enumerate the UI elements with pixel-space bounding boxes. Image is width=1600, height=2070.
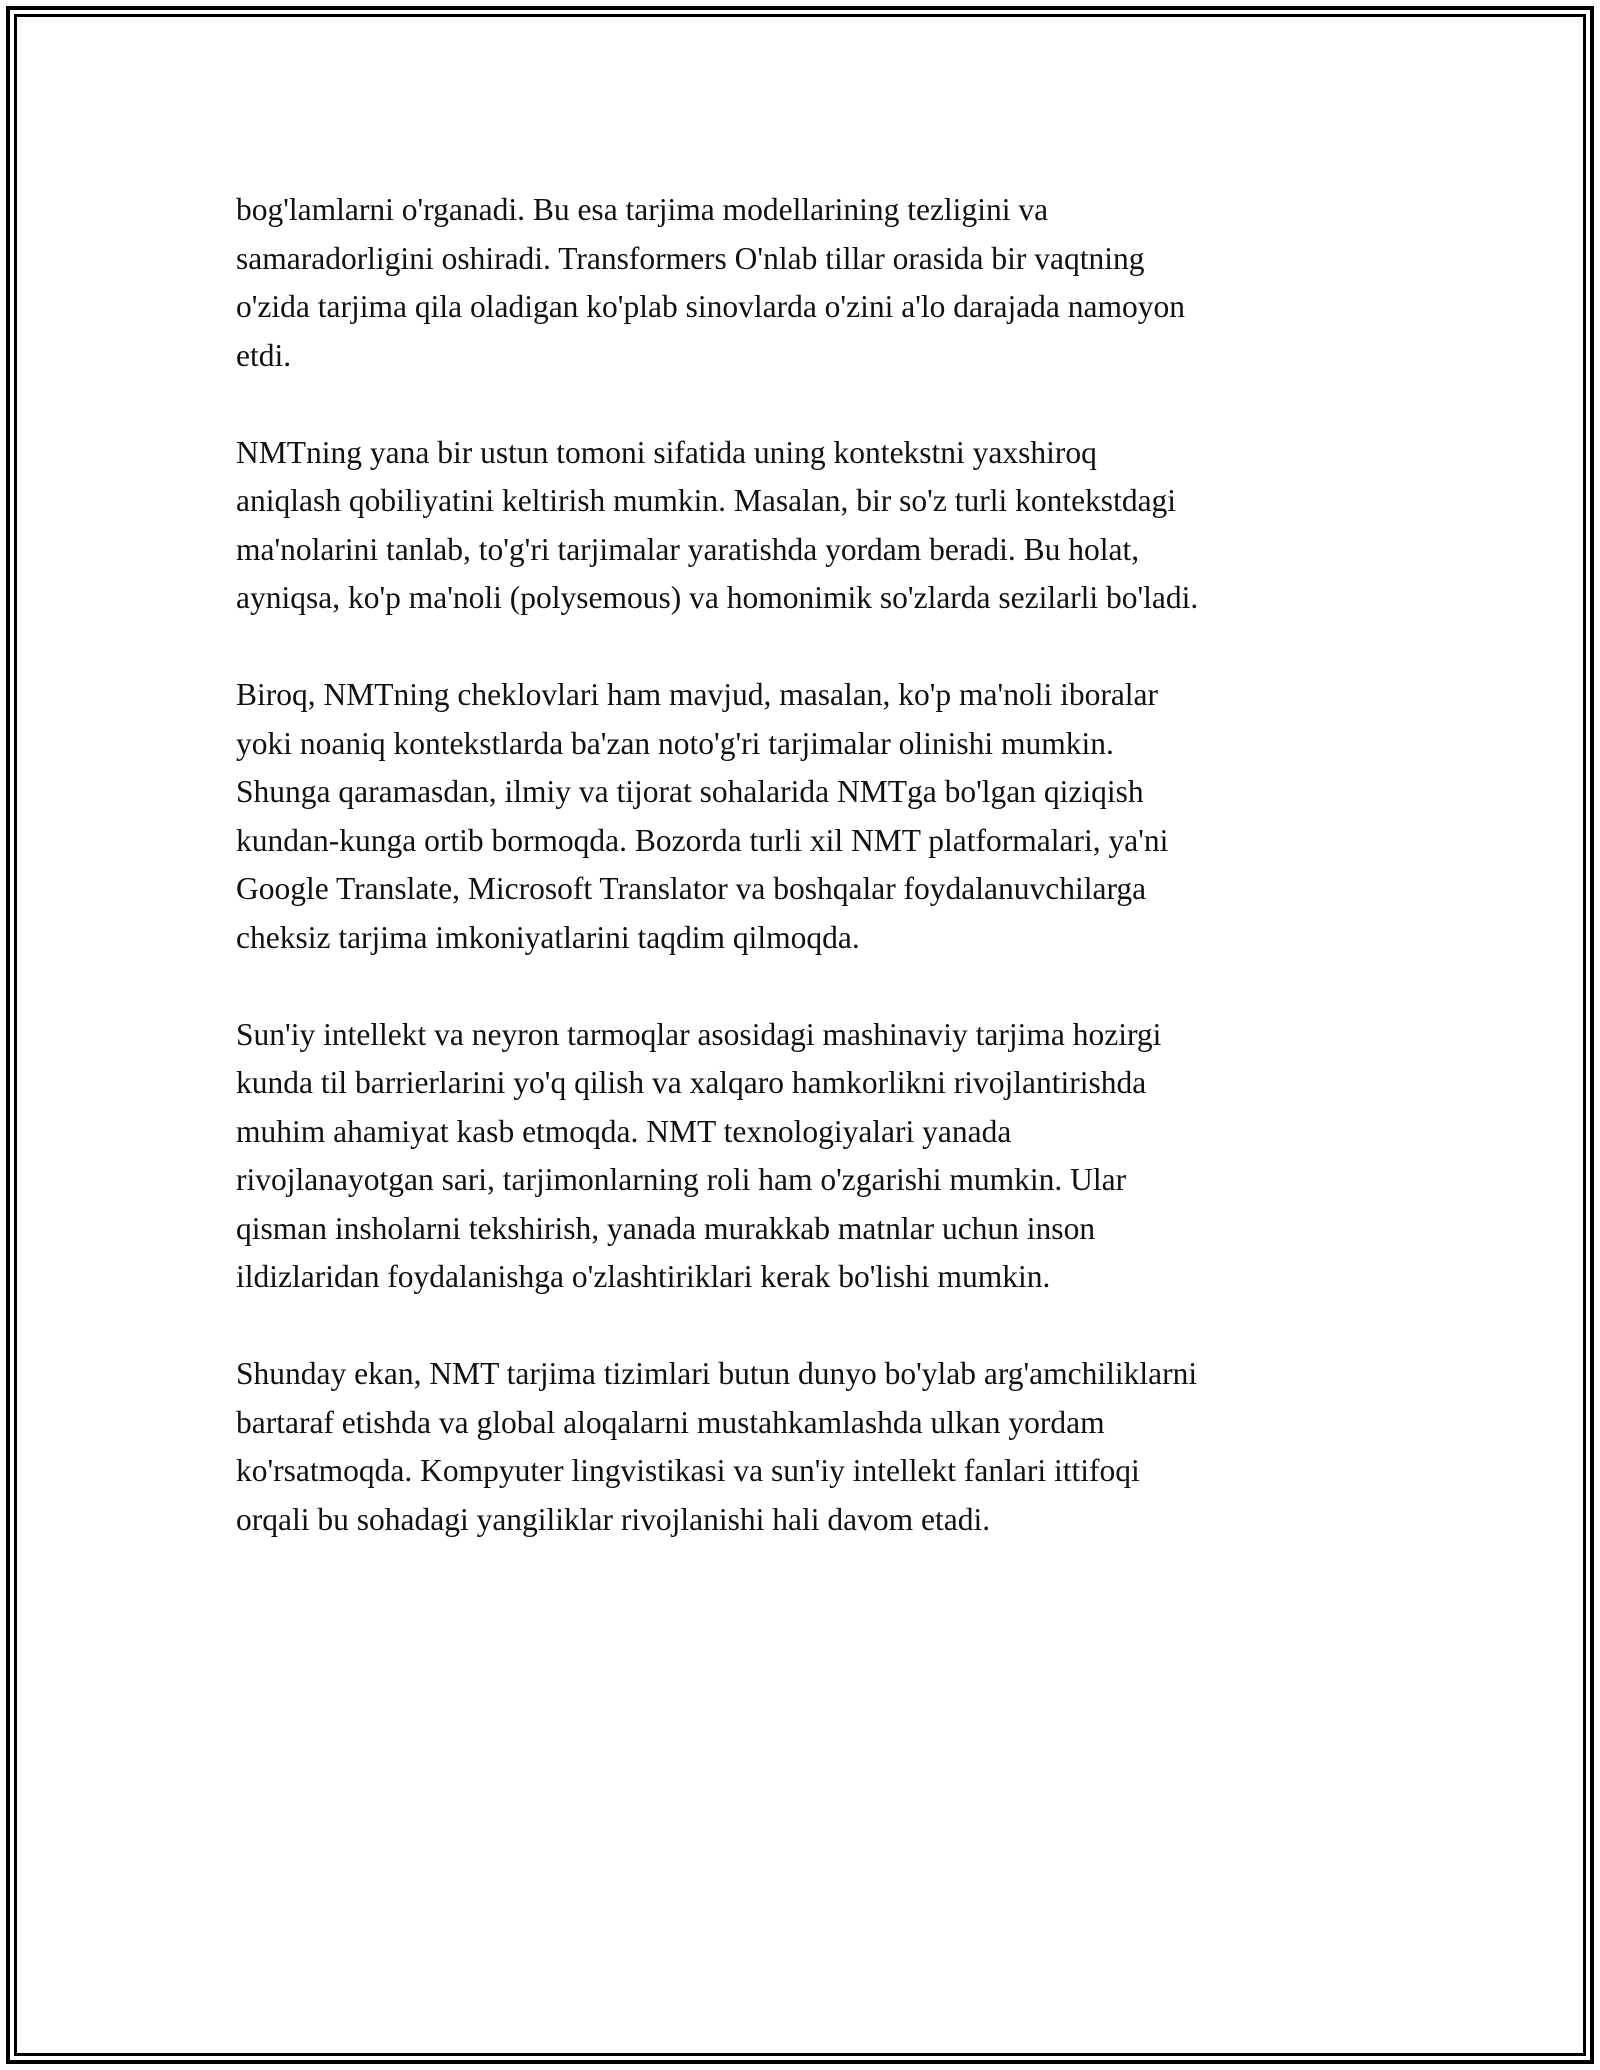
text-line: orqali bu sohadagi yangiliklar rivojlanishi hali davom etadi. bbox=[236, 1501, 991, 1537]
text-line: Shunday ekan, NMT tarjima tizimlari butun dunyo bo'ylab arg'amchiliklarni bbox=[236, 1356, 1198, 1391]
text-line: qisman insholarni tekshirish, yanada murakkab matnlar uchun inson bbox=[236, 1210, 1096, 1246]
text-line: ko'rsatmoqda. Kompyuter lingvistikasi va sun'iy intellekt fanlari ittifoqi bbox=[236, 1453, 1140, 1488]
text-line: yoki noaniq kontekstlarda ba'zan noto'g'ri tarjimalar olinishi mumkin. bbox=[236, 725, 1114, 761]
text-line: aniqlash qobiliyatini keltirish mumkin. Masalan, bir so'z turli kontekstdagi bbox=[236, 483, 1177, 518]
text-line: Shunga qaramasdan, ilmiy va tijorat sohalarida NMTga bo'lgan qiziqish bbox=[236, 774, 1144, 809]
text-line: ma'nolarini tanlab, to'g'ri tarjimalar yaratishda yordam beradi. Bu holat, bbox=[236, 531, 1140, 567]
text-line: Sun'iy intellekt va neyron tarmoqlar asosidagi mashinaviy tarjima hozirgi bbox=[236, 1016, 1162, 1052]
text-line: Google Translate, Microsoft Translator va boshqalar foydalanuvchilarga bbox=[236, 871, 1147, 906]
text-line: rivojlanayotgan sari, tarjimonlarning roli ham o'zgarishi mumkin. Ular bbox=[236, 1162, 1127, 1197]
text-line: etdi. bbox=[236, 337, 292, 373]
text-line: cheksiz tarjima imkoniyatlarini taqdim qilmoqda. bbox=[236, 919, 860, 955]
paragraph-4 bbox=[236, 1011, 1376, 1302]
paragraph-2 bbox=[236, 429, 1376, 623]
text-line: NMTning yana bir ustun tomoni sifatida uning kontekstni yaxshiroq bbox=[236, 434, 1097, 470]
paragraph-5 bbox=[236, 1350, 1376, 1544]
text-line: kundan-kunga ortib bormoqda. Bozorda turli xil NMT platformalari, ya'ni bbox=[236, 822, 1169, 858]
text-line: ildizlaridan foydalanishga o'zlashtiriklari kerak bo'lishi mumkin. bbox=[236, 1259, 1051, 1294]
document-body bbox=[236, 186, 1376, 1593]
text-line: ayniqsa, ko'p ma'noli (polysemous) va homonimik so'zlarda sezilarli bo'ladi. bbox=[236, 580, 1199, 615]
text-line: Biroq, NMTning cheklovlari ham mavjud, masalan, ko'p ma'noli iboralar bbox=[236, 677, 1159, 712]
paragraph-3 bbox=[236, 671, 1376, 962]
text-line: bartaraf etishda va global aloqalarni mustahkamlashda ulkan yordam bbox=[236, 1404, 1105, 1440]
text-line: samaradorligini oshiradi. Transformers O'nlab tillar orasida bir vaqtning bbox=[236, 240, 1145, 276]
text-line: bog'lamlarni o'rganadi. Bu esa tarjima modellarining tezligini va bbox=[236, 192, 1049, 227]
text-line: kunda til barrierlarini yo'q qilish va xalqaro hamkorlikni rivojlantirishda bbox=[236, 1065, 1147, 1100]
paragraph-1 bbox=[236, 186, 1376, 380]
text-line: o'zida tarjima qila oladigan ko'plab sinovlarda o'zini a'lo darajada namoyon bbox=[236, 289, 1186, 324]
text-line: muhim ahamiyat kasb etmoqda. NMT texnologiyalari yanada bbox=[236, 1113, 1012, 1149]
